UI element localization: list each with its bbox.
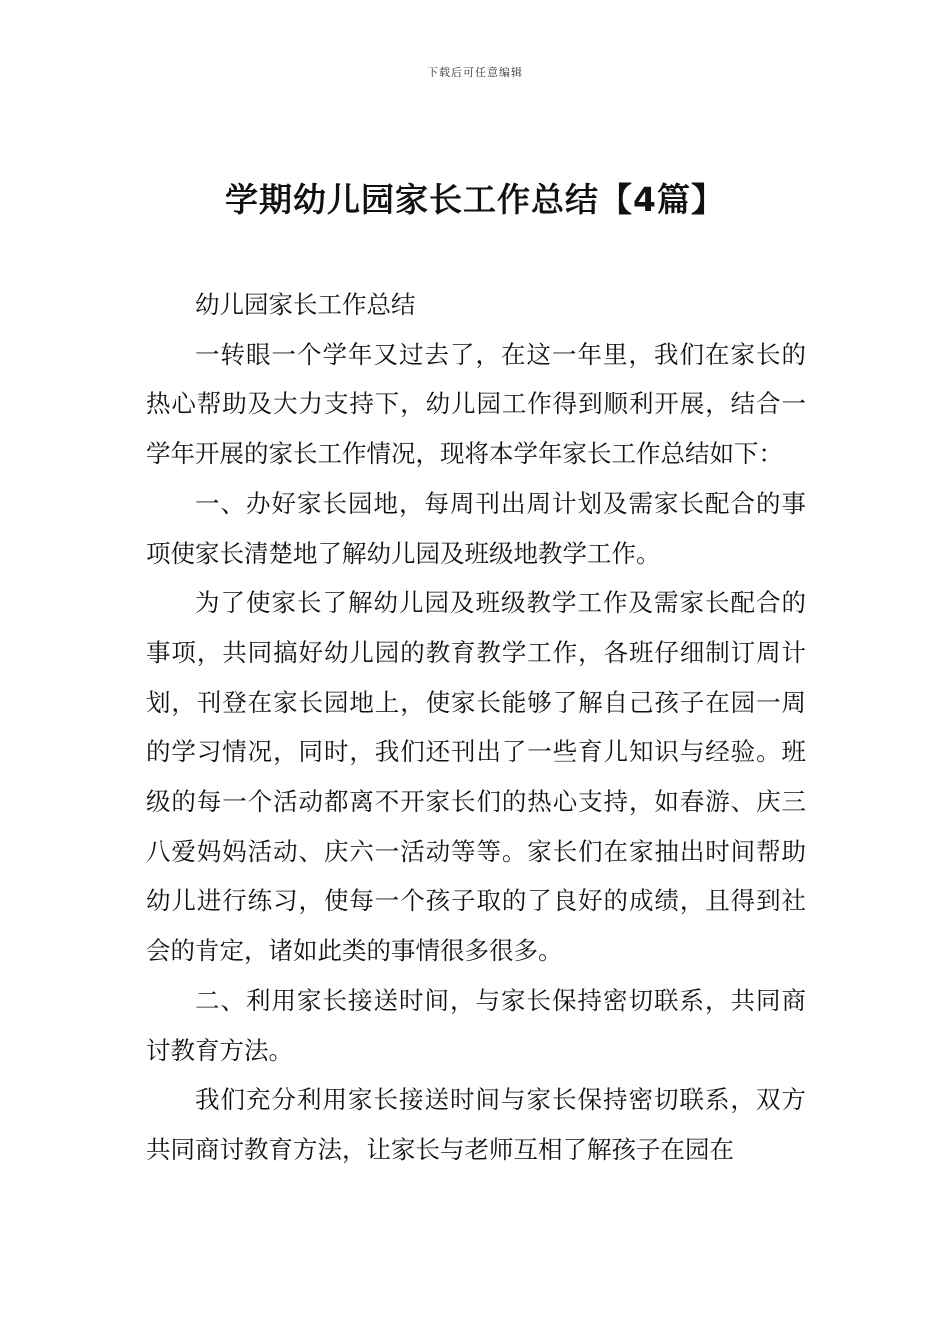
section-heading: 幼儿园家长工作总结	[195, 290, 416, 319]
paragraph: 一、办好家长园地，每周刊出周计划及需家长配合的事项使家长清楚地了解幼儿园及班级地教学工作。	[146, 488, 806, 568]
paragraph: 为了使家长了解幼儿园及班级教学工作及需家长配合的事项，共同搞好幼儿园的教育教学工作，各班仔细制订周计划，刊登在家长园地上，使家长能够了解自己孩子在园一周的学习情况，同时，我们还刊出了一些育儿知识与经验。班级的每一个活动都离不开家长们的热心支持，如春游、庆三八爱妈妈活动、庆六一活动等等。家长们在家抽出时间帮助幼儿进行练习，使每一个孩子取的了良好的成绩，且得到社会的肯定，诸如此类的事情很多很多。	[146, 588, 806, 966]
document-title: 学期幼儿园家长工作总结【4篇】	[225, 180, 725, 219]
paragraph: 一转眼一个学年又过去了，在这一年里，我们在家长的热心帮助及大力支持下，幼儿园工作得到顺利开展，结合一学年开展的家长工作情况，现将本学年家长工作总结如下：	[146, 339, 806, 469]
paragraph: 我们充分利用家长接送时间与家长保持密切联系，双方共同商讨教育方法，让家长与老师互相了解孩子在园在	[146, 1085, 806, 1164]
paragraph: 二、利用家长接送时间，与家长保持密切联系，共同商讨教育方法。	[146, 985, 806, 1065]
document-body	[146, 280, 806, 1175]
header-note: 下载后可任意编辑	[427, 66, 523, 79]
